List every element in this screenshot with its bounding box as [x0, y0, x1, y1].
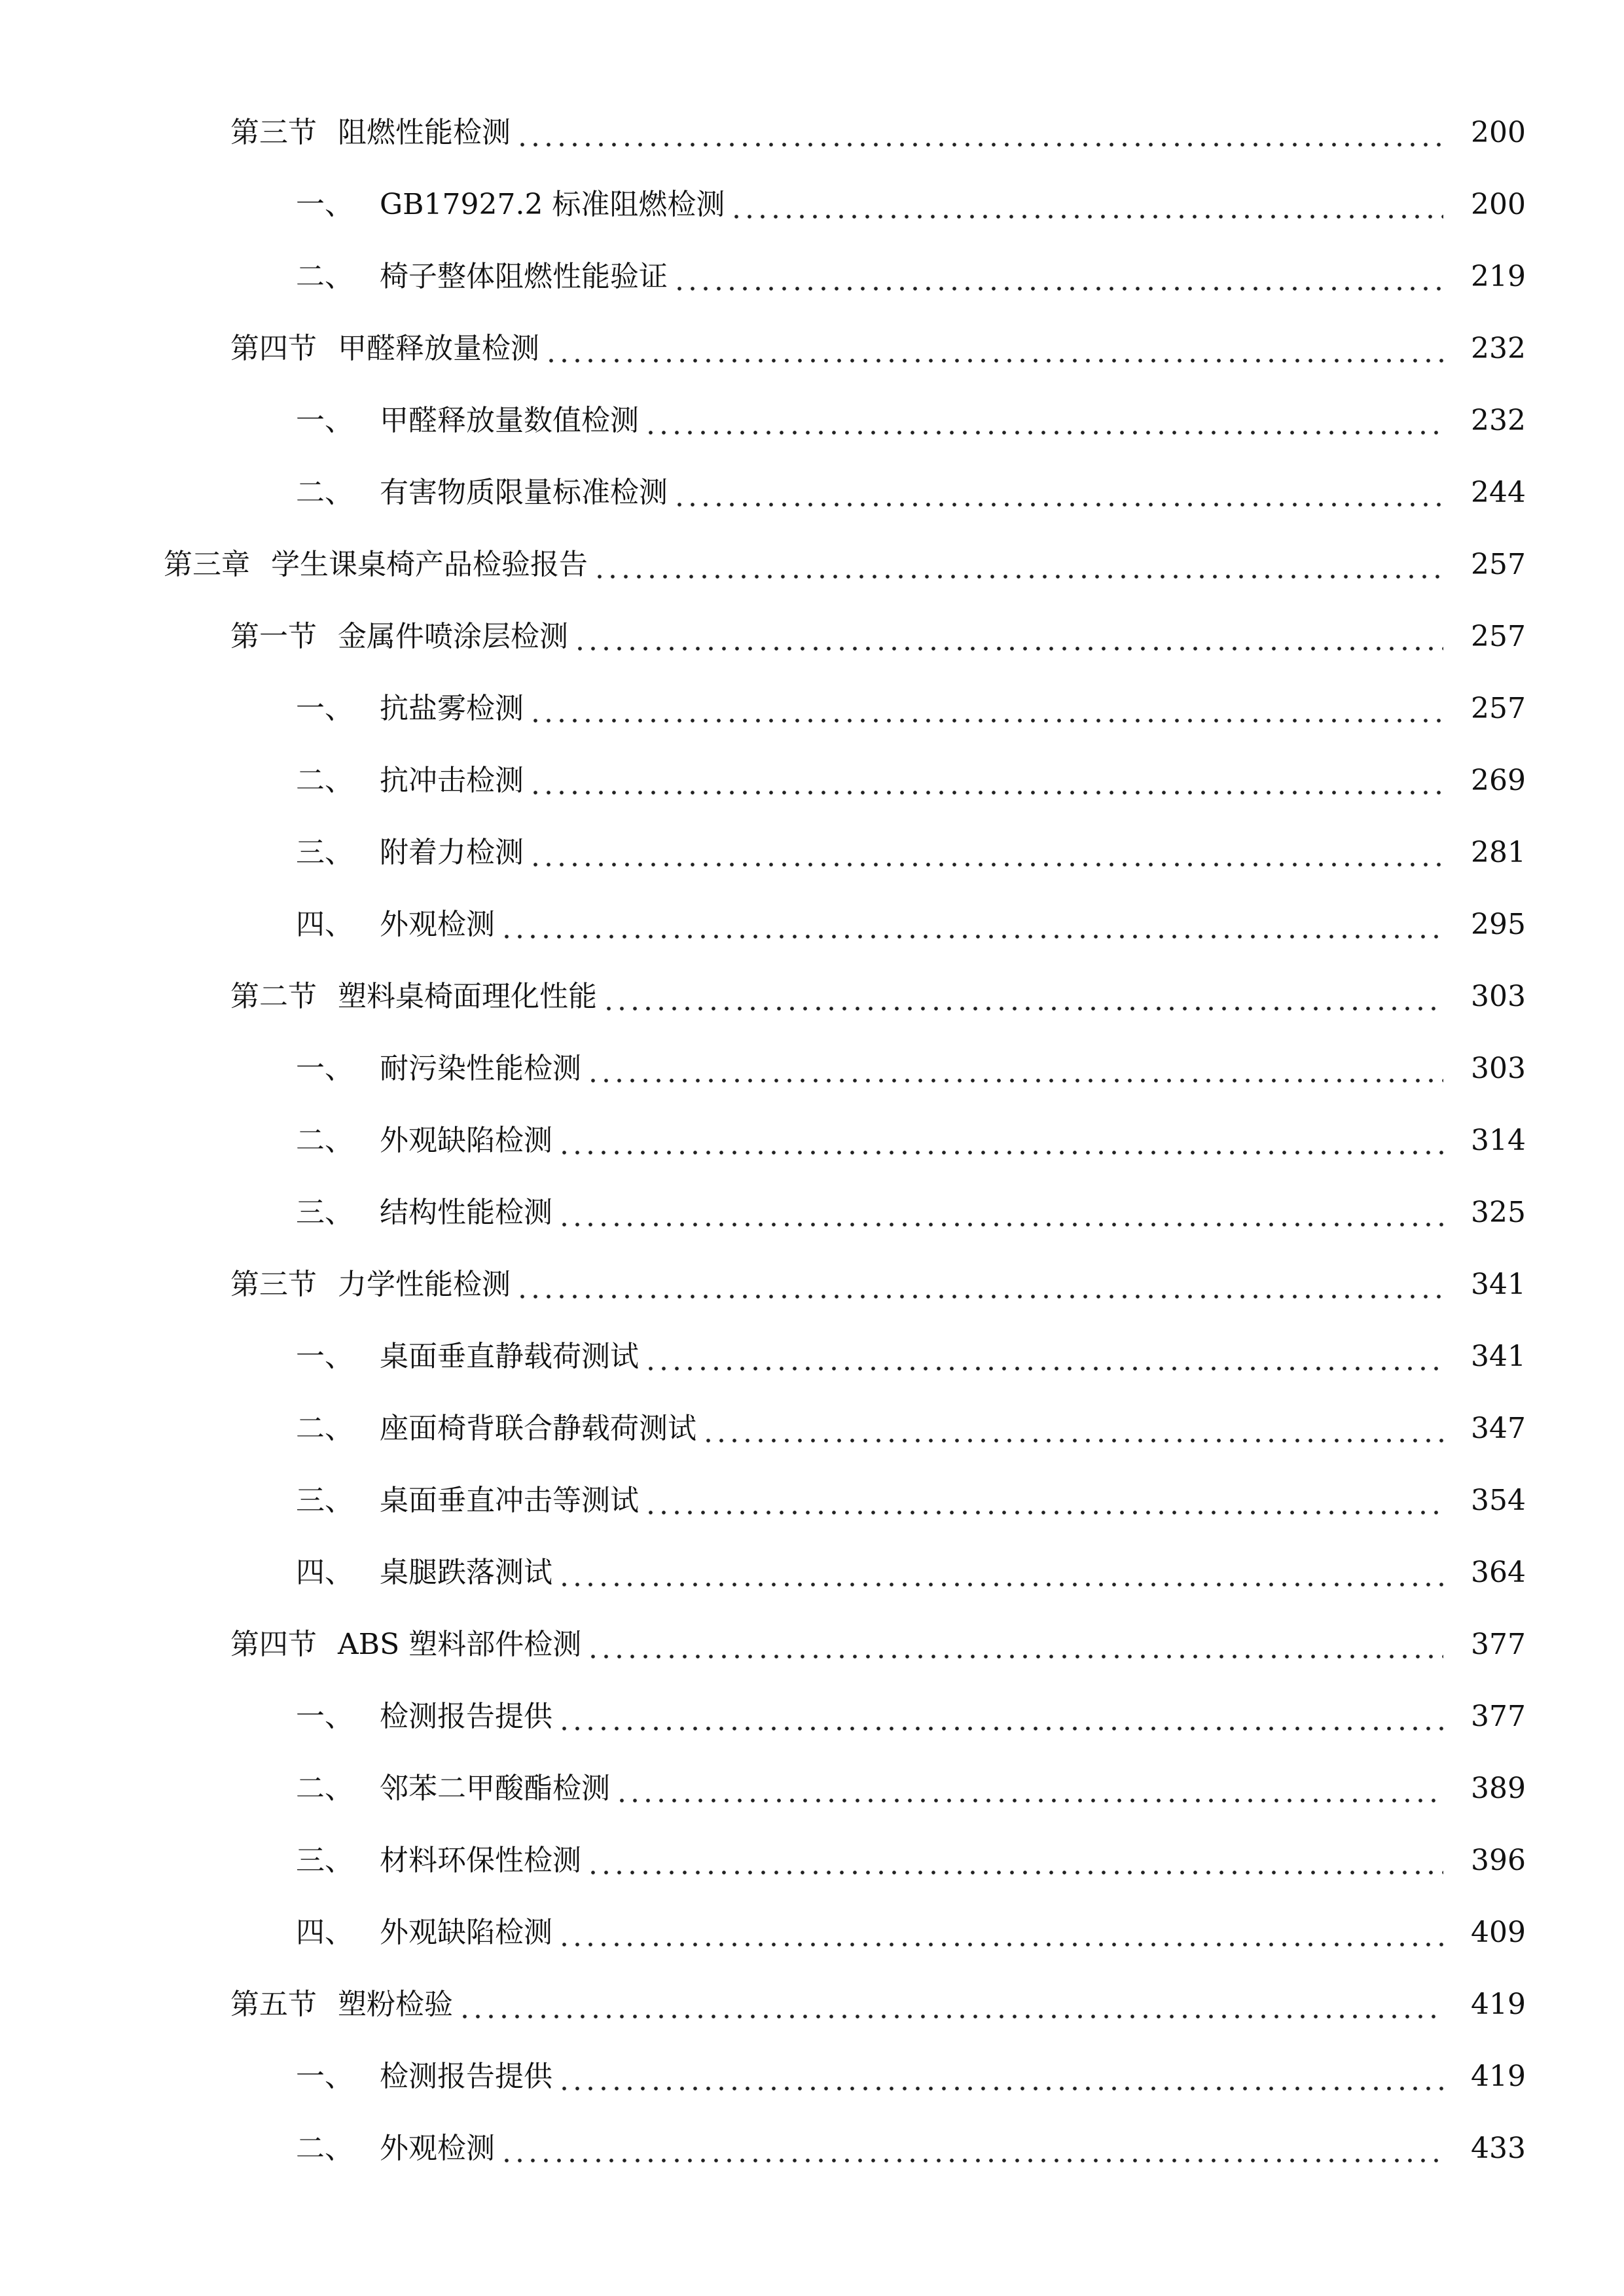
toc-entry-page-number: 295 — [1471, 908, 1526, 941]
dot-leader — [529, 719, 1443, 723]
dot-leader — [730, 215, 1443, 219]
dot-leader — [558, 1151, 1443, 1155]
toc-entry-number: 四、 — [296, 1916, 353, 1949]
toc-entry-title: GB17927.2 标准阻燃检测 — [380, 188, 725, 221]
toc-entry-item[interactable] — [0, 1753, 1624, 1825]
toc-entry-title: 材料环保性检测 — [380, 1844, 581, 1877]
dot-leader — [586, 1655, 1443, 1659]
toc-entry-title: 检测报告提供 — [380, 2060, 552, 2093]
dot-leader — [644, 1367, 1443, 1371]
table-of-contents — [0, 97, 1624, 2185]
toc-entry-page-number: 325 — [1471, 1196, 1526, 1229]
toc-entry-page-number: 314 — [1471, 1124, 1526, 1157]
toc-entry-number: 第二节 — [230, 980, 317, 1013]
dot-leader — [558, 1583, 1443, 1587]
toc-entry-number: 二、 — [296, 1124, 353, 1157]
dot-leader — [558, 2087, 1443, 2090]
dot-leader — [529, 863, 1443, 867]
toc-entry-page-number: 341 — [1471, 1340, 1526, 1373]
dot-leader — [586, 1871, 1443, 1874]
toc-entry-number: 第四节 — [230, 1628, 317, 1661]
dot-leader — [500, 935, 1443, 939]
toc-entry-title: 耐污染性能检测 — [380, 1052, 581, 1085]
toc-entry-title: 甲醛释放量检测 — [338, 332, 539, 365]
dot-leader — [558, 1223, 1443, 1227]
toc-entry-item[interactable] — [0, 889, 1624, 961]
dot-leader — [615, 1799, 1443, 1803]
toc-entry-title: 椅子整体阻燃性能验证 — [380, 260, 668, 293]
toc-entry-page-number: 354 — [1471, 1484, 1526, 1517]
toc-entry-number: 二、 — [296, 764, 353, 797]
toc-entry-page-number: 200 — [1471, 116, 1526, 149]
toc-entry-item[interactable] — [0, 817, 1624, 889]
dot-leader — [673, 503, 1443, 507]
toc-entry-number: 三、 — [296, 836, 353, 869]
toc-entry-number: 二、 — [296, 1772, 353, 1805]
dot-leader — [458, 2015, 1443, 2018]
toc-entry-number: 三、 — [296, 1844, 353, 1877]
toc-entry-item[interactable] — [0, 2113, 1624, 2185]
toc-entry-number: 一、 — [296, 404, 353, 437]
toc-entry-number: 第三节 — [230, 116, 317, 149]
toc-entry-number: 四、 — [296, 1556, 353, 1589]
toc-entry-section[interactable] — [0, 1969, 1624, 2041]
toc-entry-page-number: 257 — [1471, 548, 1526, 581]
dot-leader — [516, 143, 1443, 147]
toc-entry-number: 一、 — [296, 188, 353, 221]
dot-leader — [702, 1439, 1443, 1443]
toc-entry-page-number: 341 — [1471, 1268, 1526, 1301]
toc-entry-number: 一、 — [296, 1700, 353, 1733]
dot-leader — [644, 431, 1443, 435]
toc-entry-title: 抗冲击检测 — [380, 764, 524, 797]
toc-entry-item[interactable] — [0, 1393, 1624, 1465]
toc-entry-number: 二、 — [296, 2132, 353, 2165]
toc-entry-page-number: 244 — [1471, 476, 1526, 509]
dot-leader — [558, 1727, 1443, 1731]
toc-entry-number: 四、 — [296, 908, 353, 941]
toc-entry-title: 抗盐雾检测 — [380, 692, 524, 725]
toc-entry-number: 二、 — [296, 476, 353, 509]
toc-entry-number: 第三节 — [230, 1268, 317, 1301]
toc-entry-title: 桌面垂直静载荷测试 — [380, 1340, 639, 1373]
toc-entry-number: 第三章 — [164, 548, 250, 581]
toc-entry-title: 外观缺陷检测 — [380, 1916, 552, 1949]
toc-entry-number: 一、 — [296, 692, 353, 725]
toc-entry-title: 金属件喷涂层检测 — [338, 620, 568, 653]
toc-entry-item[interactable] — [0, 385, 1624, 457]
dot-leader — [529, 791, 1443, 795]
toc-entry-title: 附着力检测 — [380, 836, 524, 869]
toc-entry-item[interactable] — [0, 1033, 1624, 1105]
toc-entry-item[interactable] — [0, 1897, 1624, 1969]
toc-entry-page-number: 200 — [1471, 188, 1526, 221]
toc-entry-title: 外观缺陷检测 — [380, 1124, 552, 1157]
dot-leader — [602, 1007, 1443, 1011]
toc-entry-section[interactable] — [0, 313, 1624, 385]
toc-entry-item[interactable] — [0, 1537, 1624, 1609]
toc-entry-number: 二、 — [296, 1412, 353, 1445]
toc-entry-number: 第四节 — [230, 332, 317, 365]
toc-entry-page-number: 409 — [1471, 1916, 1526, 1949]
dot-leader — [500, 2159, 1443, 2162]
toc-entry-page-number: 364 — [1471, 1556, 1526, 1589]
toc-entry-title: 桌腿跌落测试 — [380, 1556, 552, 1589]
toc-entry-page-number: 232 — [1471, 404, 1526, 437]
toc-entry-item[interactable] — [0, 169, 1624, 241]
toc-entry-page-number: 419 — [1471, 2060, 1526, 2093]
toc-entry-item[interactable] — [0, 1465, 1624, 1537]
toc-entry-title: 桌面垂直冲击等测试 — [380, 1484, 639, 1517]
toc-entry-title: 外观检测 — [380, 2132, 495, 2165]
toc-entry-number: 一、 — [296, 1052, 353, 1085]
toc-entry-number: 第五节 — [230, 1988, 317, 2021]
toc-entry-number: 一、 — [296, 1340, 353, 1373]
toc-entry-page-number: 219 — [1471, 260, 1526, 293]
toc-entry-title: 外观检测 — [380, 908, 495, 941]
toc-entry-title: 座面椅背联合静载荷测试 — [380, 1412, 696, 1445]
toc-entry-item[interactable] — [0, 457, 1624, 529]
toc-entry-item[interactable] — [0, 2041, 1624, 2113]
toc-entry-item[interactable] — [0, 1825, 1624, 1897]
toc-entry-page-number: 269 — [1471, 764, 1526, 797]
toc-entry-section[interactable] — [0, 1609, 1624, 1681]
toc-entry-page-number: 377 — [1471, 1700, 1526, 1733]
toc-entry-item[interactable] — [0, 1681, 1624, 1753]
toc-entry-page-number: 257 — [1471, 692, 1526, 725]
toc-entry-page-number: 419 — [1471, 1988, 1526, 2021]
toc-entry-title: 结构性能检测 — [380, 1196, 552, 1229]
toc-entry-number: 二、 — [296, 260, 353, 293]
toc-entry-item[interactable] — [0, 1105, 1624, 1177]
toc-entry-page-number: 389 — [1471, 1772, 1526, 1805]
dot-leader — [673, 287, 1443, 291]
dot-leader — [573, 647, 1443, 651]
toc-entry-title: ABS 塑料部件检测 — [338, 1628, 582, 1661]
toc-entry-page-number: 303 — [1471, 1052, 1526, 1085]
toc-entry-title: 阻燃性能检测 — [338, 116, 511, 149]
toc-entry-chapter[interactable] — [0, 529, 1624, 601]
toc-entry-title: 塑粉检验 — [338, 1988, 453, 2021]
toc-entry-item[interactable] — [0, 1177, 1624, 1249]
toc-entry-page-number: 433 — [1471, 2132, 1526, 2165]
dot-leader — [593, 575, 1443, 579]
toc-entry-title: 甲醛释放量数值检测 — [380, 404, 639, 437]
toc-entry-item[interactable] — [0, 241, 1624, 313]
toc-entry-item[interactable] — [0, 1321, 1624, 1393]
toc-entry-page-number: 303 — [1471, 980, 1526, 1013]
toc-entry-number: 第一节 — [230, 620, 317, 653]
toc-entry-title: 检测报告提供 — [380, 1700, 552, 1733]
toc-entry-title: 学生课桌椅产品检验报告 — [271, 548, 588, 581]
dot-leader — [545, 359, 1443, 363]
toc-entry-title: 邻苯二甲酸酯检测 — [380, 1772, 610, 1805]
toc-entry-page-number: 281 — [1471, 836, 1526, 869]
toc-entry-number: 三、 — [296, 1196, 353, 1229]
toc-entry-section[interactable] — [0, 961, 1624, 1033]
toc-entry-title: 塑料桌椅面理化性能 — [338, 980, 597, 1013]
toc-entry-section[interactable] — [0, 1249, 1624, 1321]
toc-entry-title: 有害物质限量标准检测 — [380, 476, 668, 509]
toc-entry-item[interactable] — [0, 745, 1624, 817]
dot-leader — [644, 1511, 1443, 1515]
toc-entry-page-number: 232 — [1471, 332, 1526, 365]
toc-entry-page-number: 377 — [1471, 1628, 1526, 1661]
toc-entry-page-number: 396 — [1471, 1844, 1526, 1877]
toc-entry-section[interactable] — [0, 97, 1624, 169]
toc-entry-item[interactable] — [0, 673, 1624, 745]
toc-entry-number: 一、 — [296, 2060, 353, 2093]
dot-leader — [516, 1295, 1443, 1299]
toc-entry-section[interactable] — [0, 601, 1624, 673]
dot-leader — [586, 1079, 1443, 1083]
toc-entry-page-number: 257 — [1471, 620, 1526, 653]
toc-entry-title: 力学性能检测 — [338, 1268, 511, 1301]
dot-leader — [558, 1943, 1443, 1946]
toc-entry-number: 三、 — [296, 1484, 353, 1517]
toc-entry-page-number: 347 — [1471, 1412, 1526, 1445]
